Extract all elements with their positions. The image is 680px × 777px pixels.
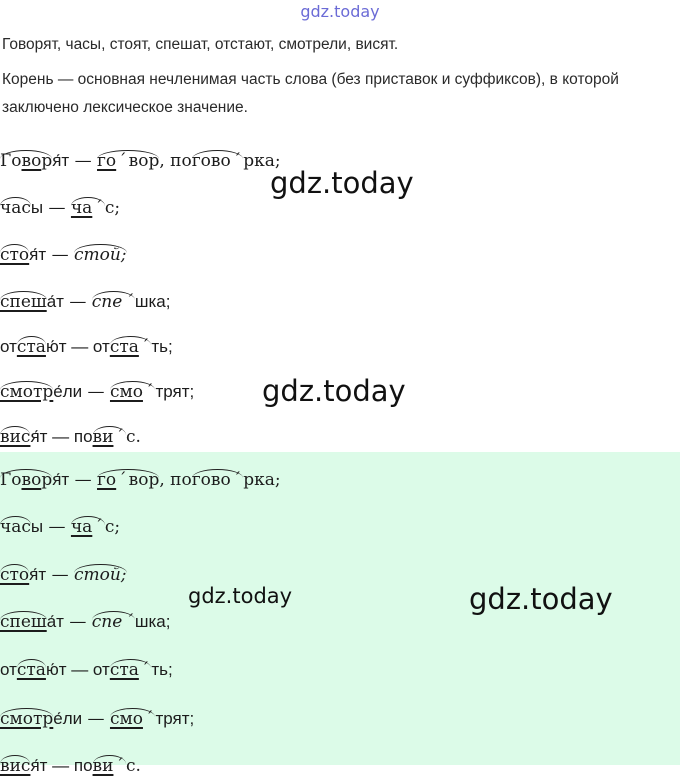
root-arc: стой;	[73, 565, 127, 585]
page-watermark: gdz.today	[469, 582, 613, 616]
root-arc: спе ´	[91, 612, 133, 632]
analysis-row-speshat: спеша́т — спе ´ шка;	[0, 292, 171, 312]
root-arc: ви ´	[92, 756, 124, 776]
root-arc: ча ´	[70, 517, 103, 537]
root-arc: Говор	[0, 151, 53, 171]
root-arc: смотр	[0, 382, 54, 402]
analysis-row-chasy-copy: часы — ча ´ с;	[0, 517, 121, 537]
analysis-row-govoryat-copy: Говоря́т — го ´ вор, погово ´ рка;	[0, 470, 281, 490]
analysis-row-stoyat-copy: стоя́т — стой;	[0, 565, 127, 585]
root-arc: ча ´	[70, 198, 103, 218]
analysis-row-stoyat: стоя́т — стой;	[0, 245, 127, 265]
root-arc: спеш	[0, 292, 47, 312]
root-arc: вис	[0, 756, 31, 776]
root-arc: вис	[0, 427, 31, 447]
analysis-row-visyat-copy: вися́т — пови ´ с.	[0, 756, 141, 776]
root-arc: ста ´	[109, 660, 150, 680]
root-arc: гово ´	[191, 470, 242, 490]
root-arc: сто	[0, 245, 30, 265]
root-arc: смо ´	[109, 382, 154, 402]
root-arc: час	[0, 517, 31, 537]
root-arc: ви ´	[92, 427, 124, 447]
page-watermark: gdz.today	[270, 166, 414, 200]
root-definition-text: Корень — основная нечленимая часть слова (без приставок и суффиксов), в которой заключено лексическое значение.	[2, 71, 619, 116]
page-watermark: gdz.today	[262, 374, 406, 408]
analysis-row-speshat-copy: спеша́т — спе ´ шка;	[0, 612, 171, 632]
root-arc: спеш	[0, 612, 47, 632]
analysis-row-govoryat: Говоря́т — го ´ вор, погово ´ рка;	[0, 151, 281, 171]
page-watermark: gdz.today	[188, 584, 293, 608]
root-arc: го ´ вор	[97, 151, 160, 171]
analysis-row-smotreli-copy: смотре́ли — смо ´ трят;	[0, 709, 195, 729]
root-arc: смотр	[0, 709, 54, 729]
root-arc: спе ´	[91, 292, 133, 312]
analysis-row-visyat: вися́т — пови ´ с.	[0, 427, 141, 447]
root-arc: го ´ вор	[97, 470, 160, 490]
analysis-row-otstayut-copy: отстаю́т — отста ´ ть;	[0, 660, 173, 680]
word-list-text: Говорят, часы, стоят, спешат, отстают, смотрели, висят.	[2, 36, 399, 53]
analysis-row-chasy: часы — ча ´ с;	[0, 198, 121, 218]
root-arc: ста	[16, 660, 46, 680]
root-arc: ста	[16, 337, 46, 357]
root-arc: гово ´	[191, 151, 242, 171]
root-arc: Говор	[0, 470, 53, 490]
analysis-row-otstayut: отстаю́т — отста ´ ть;	[0, 337, 173, 357]
root-arc: час	[0, 198, 31, 218]
root-arc: стой;	[73, 245, 127, 265]
root-arc: ста ´	[109, 337, 150, 357]
root-arc: сто	[0, 565, 30, 585]
site-watermark: gdz.today	[300, 2, 380, 21]
analysis-row-smotreli: смотре́ли — смо ´ трят;	[0, 382, 195, 402]
root-arc: смо ´	[109, 709, 154, 729]
